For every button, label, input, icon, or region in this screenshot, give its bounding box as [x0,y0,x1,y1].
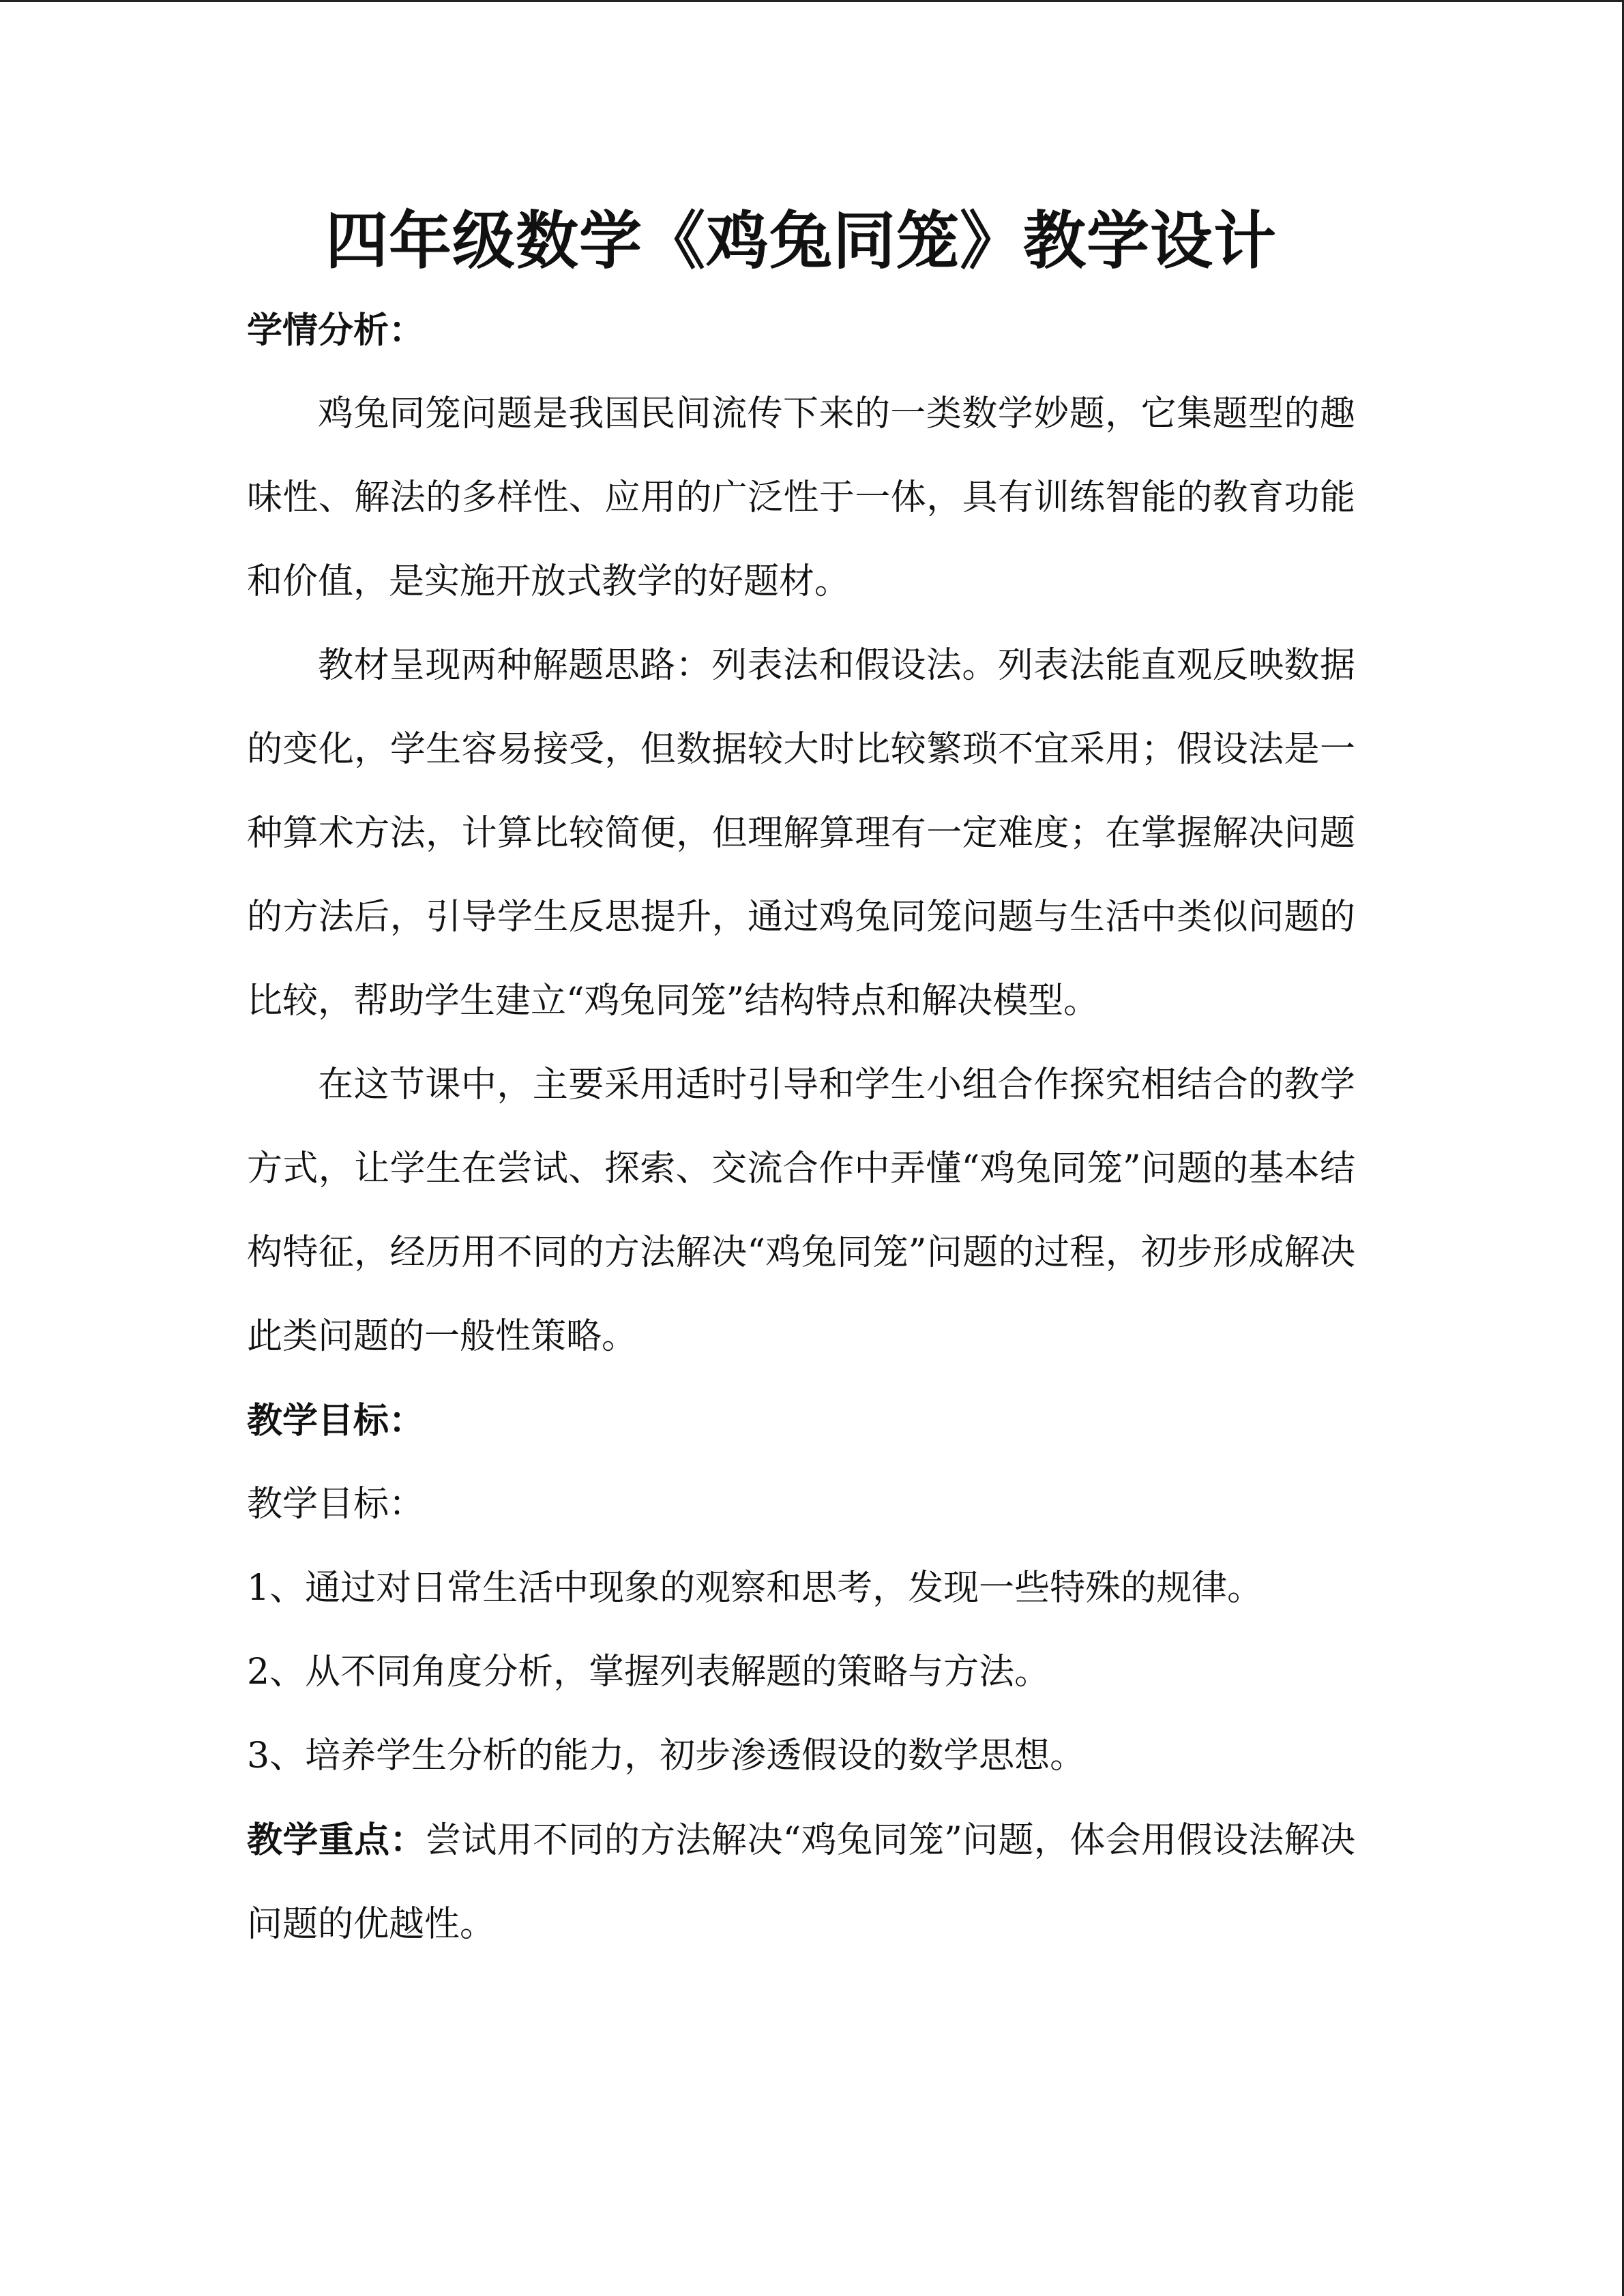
key-point-text: 尝试用不同的方法解决“鸡兔同笼”问题，体会用假设法解决问题的优越性。 [247,1820,1355,1945]
goals-subheading: 教学目标： [247,1484,425,1525]
analysis-heading: 学情分析： [247,310,425,351]
key-point-paragraph [247,1798,1355,1967]
goals-heading: 教学目标： [247,1400,425,1442]
goal-item-2: 2、从不同角度分析，掌握列表解题的策略与方法。 [247,1652,1050,1693]
analysis-paragraph-3: 在这节课中，主要采用适时引导和学生小组合作探究相结合的教学方式，让学生在尝试、探索、交流合作中弄懂“鸡兔同笼”问题的基本结构特征，经历用不同的方法解决“鸡兔同笼”问题的过程，初步形成解决此类问题的一般性策略。 [247,1064,1355,1357]
analysis-paragraph-2: 教材呈现两种解题思路：列表法和假设法。列表法能直观反映数据的变化，学生容易接受，但数据较大时比较繁琐不宜采用；假设法是一种算术方法，计算比较简便，但理解算理有一定难度；在掌握解决问题的方法后，引导学生反思提升，通过鸡兔同笼问题与生活中类似问题的比较，帮助学生建立“鸡兔同笼”结构特点和解决模型。 [247,645,1355,1022]
analysis-paragraph-1: 鸡兔同笼问题是我国民间流传下来的一类数学妙题，它集题型的趣味性、解法的多样性、应用的广泛性于一体，具有训练智能的教育功能和价值，是实施开放式教学的好题材。 [247,393,1355,602]
goal-item-3: 3、培养学生分析的能力，初步渗透假设的数学思想。 [247,1735,1086,1776]
goal-item-1: 1、通过对日常生活中现象的观察和思考，发现一些特殊的规律。 [247,1568,1263,1609]
key-point-label: 教学重点： [247,1819,426,1861]
document-content [247,200,1355,1967]
document-title: 四年级数学《鸡兔同笼》教学设计 [325,204,1277,278]
